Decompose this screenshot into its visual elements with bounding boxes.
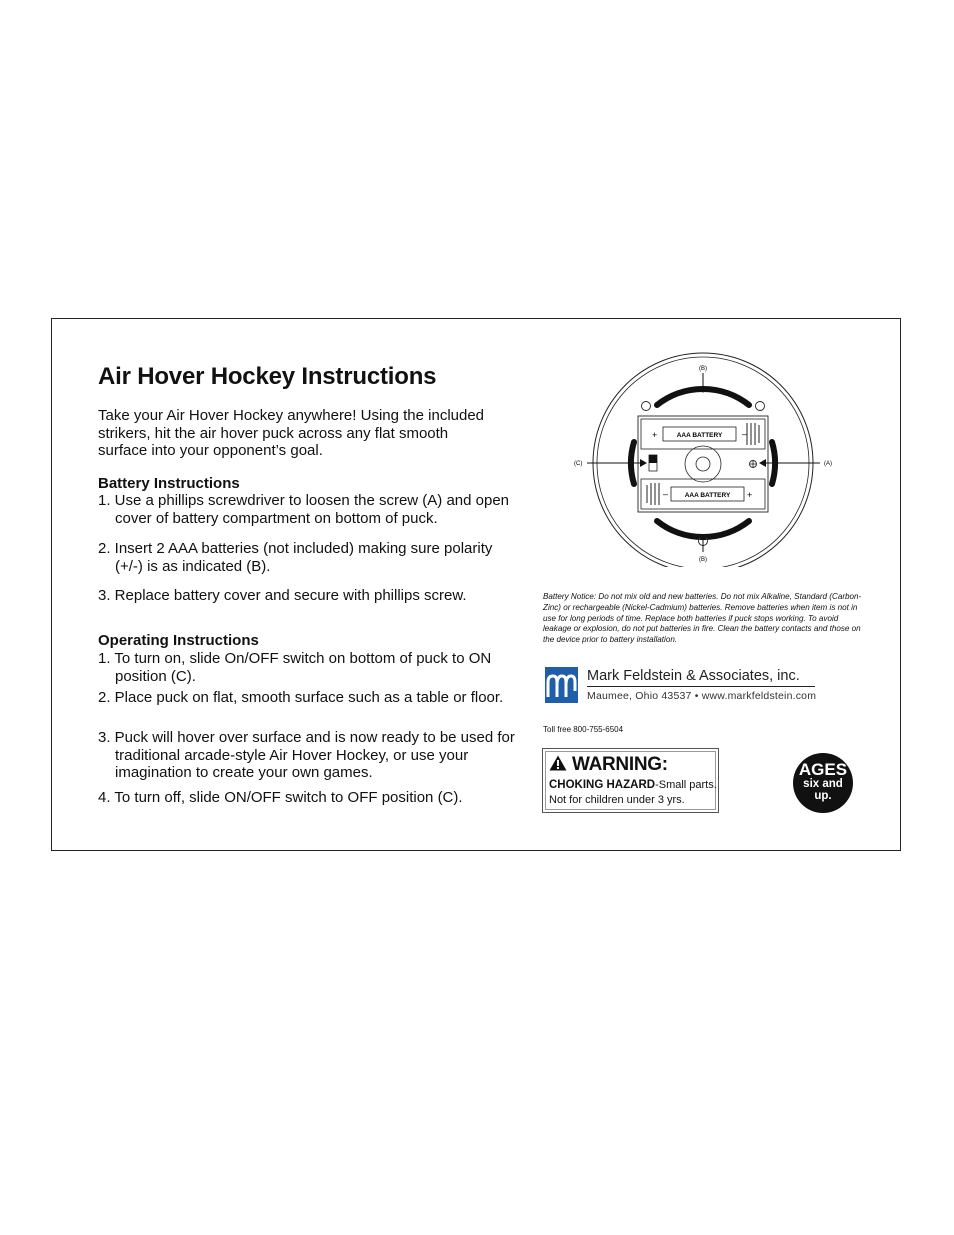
operating-step-3: 3. Puck will hover over surface and is now ready to be used for traditional arcade-style Air Hover Hockey, or use your imagination to create your own games.: [98, 729, 515, 781]
toll-free-number: Toll free 800-755-6504: [543, 725, 624, 734]
company-logo-icon: [545, 667, 578, 703]
operating-step-4: 4. To turn off, slide ON/OFF switch to OFF position (C).: [98, 789, 463, 806]
spring-bottom-icon: [647, 483, 659, 505]
battery-top-label: AAA BATTERY: [676, 432, 723, 439]
operating-heading: Operating Instructions: [98, 632, 259, 649]
spring-top-icon: [747, 423, 759, 445]
battery-step-1: 1. Use a phillips screwdriver to loosen the screw (A) and open cover of battery compartment on bottom of puck.: [98, 492, 510, 527]
switch-slider: [649, 455, 657, 463]
company-address: Maumee, Ohio 43537 • www.markfeldstein.com: [587, 690, 817, 702]
battery-notice-text: Do not mix old and new batteries. Do not mix Alkaline, Standard (Carbon-Zinc) or rechargeable (Nickel-Cadmium) batteries. Remove batteries when item is not in use for long periods of time. Replace both batteries if puck stops working. To avoid leakage or explosion, do not put batteries in fire. Clean the battery contacts and those on the device prior to battery installation.: [543, 592, 862, 645]
company-name: Mark Feldstein & Associates, inc.: [587, 668, 800, 684]
small-parts: -Small parts.: [655, 779, 717, 791]
choking-hazard: CHOKING HAZARD: [549, 779, 656, 791]
label-a: (A): [824, 461, 832, 467]
screw-hole-top-right: [756, 402, 765, 411]
arrow-c-icon: [640, 459, 647, 467]
battery-notice: [543, 592, 863, 646]
ages-badge: [793, 753, 853, 813]
company-logo-mark: [545, 667, 578, 703]
screw-hole-top-left: [642, 402, 651, 411]
battery-step-3: 3. Replace battery cover and secure with phillips screw.: [98, 587, 467, 604]
operating-step-2: 2. Place puck on flat, smooth surface such as a table or floor.: [98, 689, 504, 706]
battery-heading: Battery Instructions: [98, 475, 240, 492]
warning-triangle-icon: [549, 755, 567, 771]
battery-notice-lead: Battery Notice:: [543, 592, 597, 601]
operating-step-1: 1. To turn on, slide On/OFF switch on bottom of puck to ON position (C).: [98, 650, 492, 685]
battery-bottom-plus: +: [747, 490, 753, 500]
center-hole: [696, 457, 710, 471]
warning-word: WARNING:: [572, 754, 668, 775]
battery-bottom-label: AAA BATTERY: [684, 492, 731, 499]
label-b-bottom: (B): [699, 557, 707, 563]
label-c: (C): [574, 461, 583, 467]
center-recess: [685, 446, 721, 482]
page-title: Air Hover Hockey Instructions: [98, 363, 437, 390]
intro-text: Take your Air Hover Hockey anywhere! Using the included strikers, hit the air hover puck across any flat smooth surface into your opponent’s goal.: [98, 407, 485, 459]
battery-top-minus: –: [742, 429, 748, 439]
company-rule: [587, 686, 815, 687]
warning-label: [542, 748, 719, 813]
ages-line-2: up.: [814, 790, 832, 802]
ages-title: AGES: [798, 760, 848, 779]
company-logo: [545, 667, 820, 705]
age-warning: Not for children under 3 yrs.: [549, 794, 685, 806]
battery-bottom-minus: –: [663, 489, 669, 499]
instruction-card: [51, 318, 901, 851]
puck-diagram: [572, 352, 847, 567]
choking-hazard-line: [549, 779, 717, 791]
arrow-a-icon: [759, 459, 766, 467]
label-b-top: (B): [699, 366, 707, 372]
battery-top-plus: +: [652, 430, 658, 440]
ages-line-1: six and: [803, 778, 843, 790]
battery-step-2: 2. Insert 2 AAA batteries (not included) making sure polarity (+/-) is as indicated (B).: [98, 540, 493, 575]
